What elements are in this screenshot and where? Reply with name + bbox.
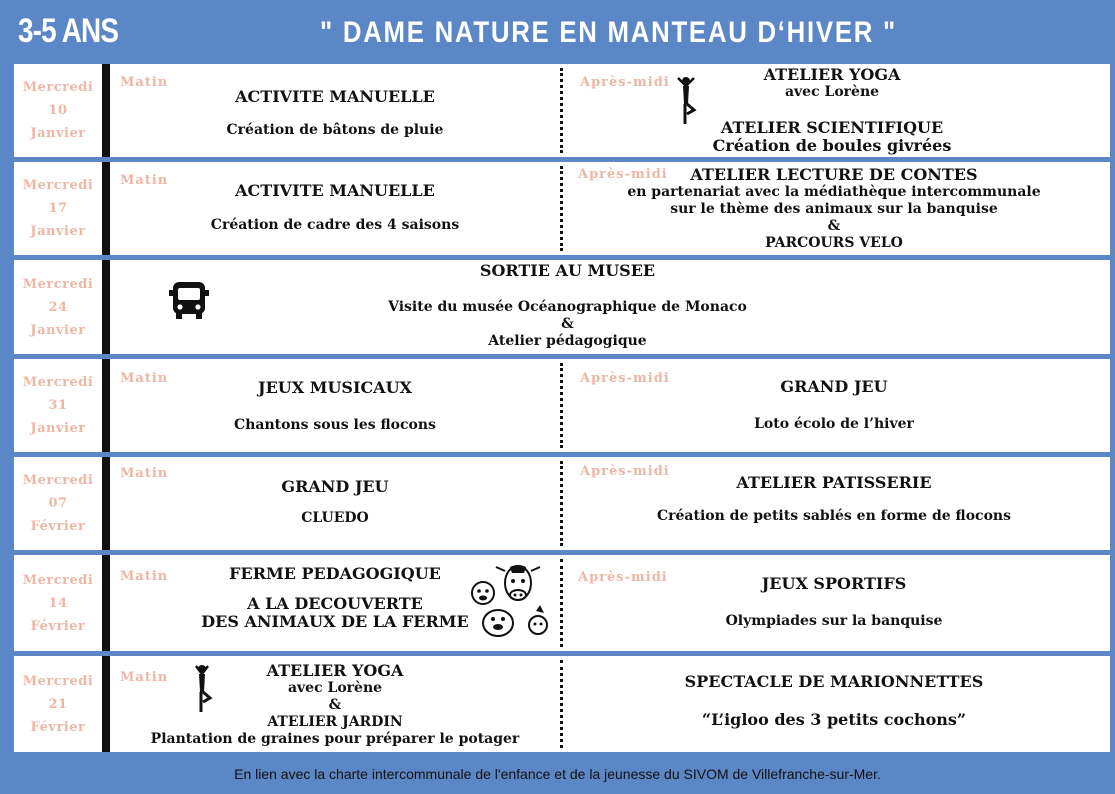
weekday: Mercredi xyxy=(22,673,94,689)
morning-title: JEUX MUSICAUX xyxy=(258,378,412,397)
morning-label: Matin xyxy=(120,173,169,188)
day-number: 17 xyxy=(48,201,68,216)
dotted-separator xyxy=(560,660,563,748)
afternoon-subtitle-2: Création de boules givrées xyxy=(712,136,952,155)
month: Février xyxy=(30,618,86,634)
afternoon-label: Après-midi xyxy=(578,570,668,585)
afternoon-title: ATELIER YOGA xyxy=(763,65,901,84)
schedule-row xyxy=(14,162,1110,255)
month: Janvier xyxy=(30,322,86,338)
row-date xyxy=(14,457,102,550)
afternoon-subtitle: avec Lorène xyxy=(784,84,880,100)
divider-bar xyxy=(102,64,110,157)
row-date xyxy=(14,64,102,157)
schedule-row xyxy=(14,656,1110,752)
row-date xyxy=(14,162,102,255)
day-number: 21 xyxy=(48,696,68,712)
ampersand: & xyxy=(328,697,342,713)
farm-animals-icon xyxy=(468,561,548,643)
afternoon-title: ATELIER PATISSERIE xyxy=(736,473,932,492)
day-number: 24 xyxy=(48,299,68,315)
morning-title-2: ATELIER JARDIN xyxy=(267,714,403,730)
dotted-separator xyxy=(560,559,563,647)
month: Janvier xyxy=(30,224,86,239)
weekday: Mercredi xyxy=(22,572,94,588)
divider-bar xyxy=(102,162,110,255)
day-number: 14 xyxy=(48,595,68,611)
morning-label: Matin xyxy=(120,466,169,481)
morning-subtitle: CLUEDO xyxy=(301,510,369,526)
afternoon-title-2: ATELIER SCIENTIFIQUE xyxy=(720,118,944,137)
row-date xyxy=(14,656,102,752)
morning-subtitle: avec Lorène xyxy=(287,680,383,696)
age-heading: 3-5 ANS xyxy=(18,12,119,50)
morning-label: Matin xyxy=(120,371,169,386)
outing-title: SORTIE AU MUSEE xyxy=(479,261,656,280)
footer-note: En lien avec la charte intercommunale de l'enfance et de la jeunesse du SIVOM de Villefranche-sur-Mer. xyxy=(234,766,881,782)
afternoon-subtitle: Olympiades sur la banquise xyxy=(725,613,943,629)
divider-bar xyxy=(102,656,110,752)
morning-title: GRAND JEU xyxy=(281,477,389,496)
outing-subtitle: Visite du musée Océanographique de Monaco xyxy=(388,299,747,315)
day-number: 31 xyxy=(48,398,68,413)
schedule-row xyxy=(14,260,1110,354)
dotted-separator xyxy=(560,363,563,448)
afternoon-label: Après-midi xyxy=(580,75,670,90)
weekday: Mercredi xyxy=(22,276,94,292)
afternoon-subtitle: “L’igloo des 3 petits cochons” xyxy=(701,710,967,729)
morning-subtitle: Création de cadre des 4 saisons xyxy=(210,217,460,233)
day-number: 07 xyxy=(48,496,68,511)
afternoon-line: sur le thème des animaux sur la banquise xyxy=(670,201,998,217)
weekday: Mercredi xyxy=(22,178,94,193)
divider-bar xyxy=(102,260,110,354)
month: Février xyxy=(30,719,86,735)
dotted-separator xyxy=(560,166,563,251)
morning-label: Matin xyxy=(120,569,169,584)
ampersand: & xyxy=(561,316,574,332)
day-number: 10 xyxy=(48,103,68,118)
morning-subtitle: Chantons sous les flocons xyxy=(234,417,436,433)
schedule-row xyxy=(14,359,1110,452)
morning-title: ACTIVITE MANUELLE xyxy=(235,181,435,200)
afternoon-subtitle: Création de petits sablés en forme de flocons xyxy=(657,508,1011,524)
morning-title: ATELIER YOGA xyxy=(266,661,404,680)
divider-bar xyxy=(102,457,110,550)
afternoon-subtitle: Loto écolo de l’hiver xyxy=(754,416,914,432)
afternoon-title-2: PARCOURS VELO xyxy=(765,235,903,251)
schedule-row xyxy=(14,64,1110,157)
morning-subtitle: A LA DECOUVERTE xyxy=(247,594,423,613)
month: Janvier xyxy=(30,421,86,436)
weekday: Mercredi xyxy=(22,473,94,488)
row-date xyxy=(14,260,102,354)
dotted-separator xyxy=(560,461,563,546)
ampersand: & xyxy=(827,218,841,234)
morning-subtitle: Création de bâtons de pluie xyxy=(226,122,444,138)
morning-title: ACTIVITE MANUELLE xyxy=(235,87,435,106)
afternoon-label: Après-midi xyxy=(578,167,668,182)
afternoon-label: Après-midi xyxy=(580,464,670,479)
outing-subtitle-2: Atelier pédagogique xyxy=(488,333,647,349)
morning-label: Matin xyxy=(120,670,169,685)
month: Janvier xyxy=(30,126,86,141)
schedule-row xyxy=(14,457,1110,550)
morning-subtitle-2: DES ANIMAUX DE LA FERME xyxy=(201,612,469,631)
morning-title: FERME PEDAGOGIQUE xyxy=(229,564,441,583)
afternoon-title: JEUX SPORTIFS xyxy=(761,574,907,593)
dotted-separator xyxy=(560,68,563,153)
afternoon-title: GRAND JEU xyxy=(780,377,888,396)
weekday: Mercredi xyxy=(22,80,94,95)
afternoon-title: SPECTACLE DE MARIONNETTES xyxy=(684,672,984,691)
afternoon-title: ATELIER LECTURE DE CONTES xyxy=(690,165,978,184)
row-date xyxy=(14,359,102,452)
page-title: " DAME NATURE EN MANTEAU D‘HIVER " xyxy=(320,16,897,49)
schedule-row xyxy=(14,555,1110,651)
row-date xyxy=(14,555,102,651)
afternoon-label: Après-midi xyxy=(580,371,670,386)
weekday: Mercredi xyxy=(22,375,94,390)
morning-subtitle-2: Plantation de graines pour préparer le potager xyxy=(150,731,520,747)
divider-bar xyxy=(102,555,110,651)
divider-bar xyxy=(102,359,110,452)
morning-label: Matin xyxy=(120,75,169,90)
month: Février xyxy=(30,519,86,534)
afternoon-line: en partenariat avec la médiathèque intercommunale xyxy=(627,184,1041,200)
